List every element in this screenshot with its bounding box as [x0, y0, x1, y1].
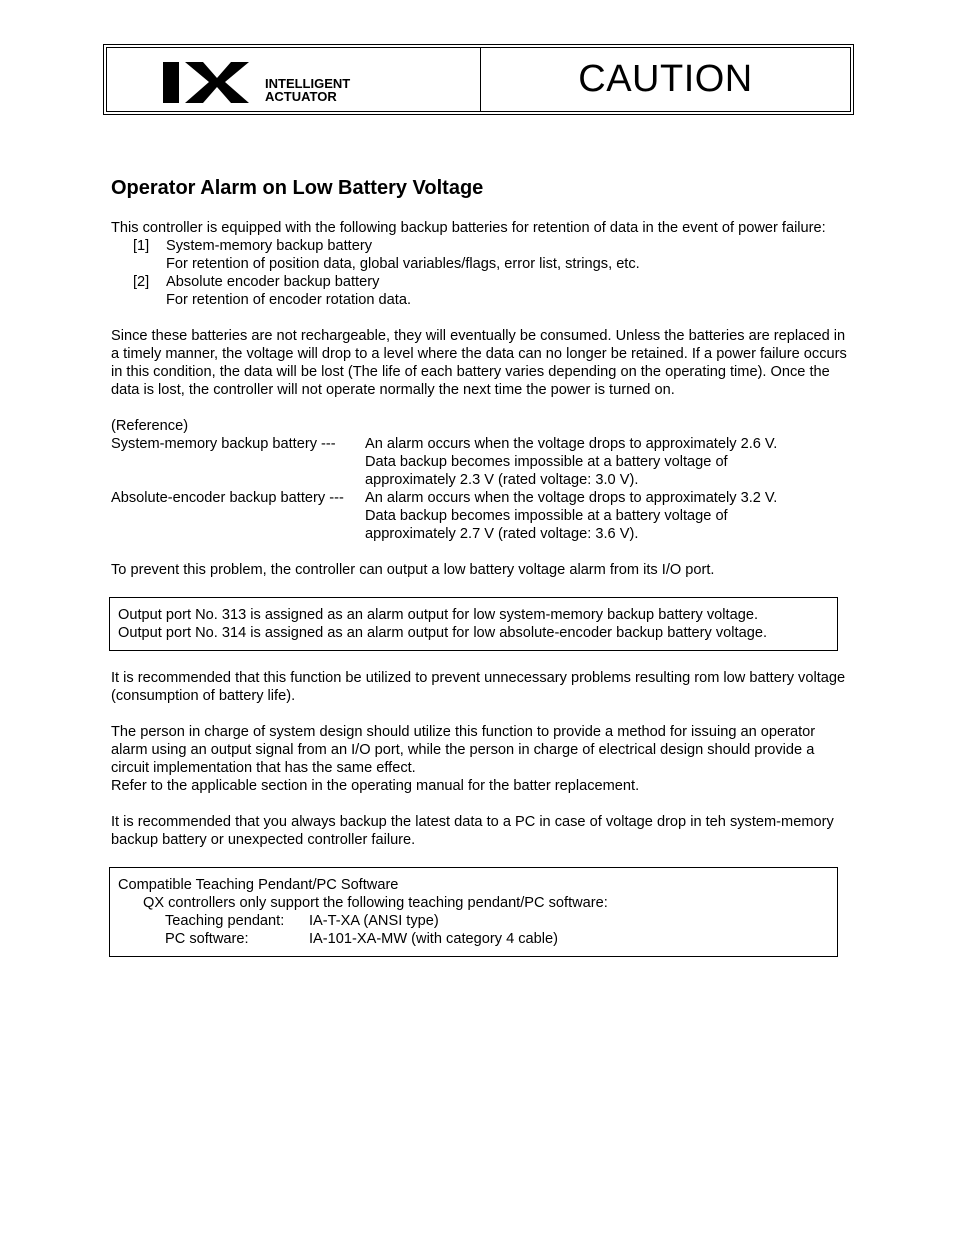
- page-header: [103, 44, 854, 115]
- reference-line: Data backup becomes impossible at a battery voltage of: [365, 454, 728, 470]
- compatible-value: IA-101-XA-MW (with category 4 cable): [309, 931, 558, 947]
- compatible-row: [118, 912, 829, 930]
- battery-item-name: System-memory backup battery: [166, 238, 373, 254]
- intro-paragraph: This controller is equipped with the following backup batteries for retention of data in the event of power failure:: [111, 220, 826, 236]
- logo-text-line2: ACTUATOR: [265, 89, 337, 104]
- output-port-line: Output port No. 313 is assigned as an alarm output for low system-memory backup battery voltage.: [118, 607, 759, 623]
- consumption-paragraph: Since these batteries are not rechargeable, they will eventually be consumed. Unless the batteries are replaced in a timely manner, the voltage will drop to a level where the data can no longer be retained. If a power failure occurs in this condition, the data will be lost (The life of each battery varies depending on the operating time). Once the data is lost, the controller will not operate normally the next time the power is turned on.: [111, 328, 847, 398]
- compatible-heading: Compatible Teaching Pendant/PC Software: [118, 877, 399, 893]
- reference-line: An alarm occurs when the voltage drops to approximately 3.2 V.: [365, 490, 778, 506]
- battery-item-desc: For retention of encoder rotation data.: [166, 292, 412, 308]
- prevent-paragraph: To prevent this problem, the controller can output a low battery voltage alarm from its I/O port.: [111, 562, 715, 578]
- reference-label: Absolute-encoder backup battery ---: [111, 490, 344, 506]
- compatible-row: [118, 930, 829, 948]
- section-title: Operator Alarm on Low Battery Voltage: [111, 177, 484, 199]
- logo-text-line1: INTELLIGENT: [265, 76, 351, 91]
- battery-item: [111, 237, 851, 255]
- document-body: [111, 175, 851, 957]
- output-port-box: [109, 597, 838, 651]
- caution-label: CAUTION: [578, 58, 753, 100]
- compatible-key: PC software:: [165, 931, 249, 947]
- reference-row: [111, 435, 851, 489]
- battery-item-desc: For retention of position data, global variables/flags, error list, strings, etc.: [166, 256, 640, 272]
- compatible-key: Teaching pendant:: [165, 913, 285, 929]
- refer-paragraph: Refer to the applicable section in the operating manual for the batter replacement.: [111, 778, 640, 794]
- compatible-value: IA-T-XA (ANSI type): [309, 913, 439, 929]
- reference-heading: (Reference): [111, 418, 189, 434]
- output-port-line: Output port No. 314 is assigned as an alarm output for low absolute-encoder backup battery voltage.: [118, 625, 767, 641]
- recommend-paragraph: It is recommended that this function be utilized to prevent unnecessary problems resulting rom low battery voltage (consumption of battery life).: [111, 670, 846, 704]
- reference-label: System-memory backup battery ---: [111, 436, 336, 452]
- reference-line: An alarm occurs when the voltage drops to approximately 2.6 V.: [365, 436, 778, 452]
- reference-line: approximately 2.7 V (rated voltage: 3.6 V).: [365, 526, 639, 542]
- battery-item-number: [1]: [133, 238, 150, 254]
- battery-item-name: Absolute encoder backup battery: [166, 274, 380, 290]
- intelligent-actuator-logo: [161, 60, 421, 106]
- compatible-note: QX controllers only support the following teaching pendant/PC software:: [143, 895, 608, 911]
- reference-line: approximately 2.3 V (rated voltage: 3.0 V).: [365, 472, 639, 488]
- battery-item: [111, 273, 851, 291]
- compatible-software-box: [109, 867, 838, 957]
- backup-paragraph: It is recommended that you always backup the latest data to a PC in case of voltage drop in teh system-memory backup battery or unexpected controller failure.: [111, 814, 834, 848]
- battery-item-number: [2]: [133, 274, 150, 290]
- reference-line: Data backup becomes impossible at a battery voltage of: [365, 508, 728, 524]
- responsibility-paragraph: The person in charge of system design should utilize this function to provide a method for issuing an operator alarm using an output signal from an I/O port, while the person in charge of electrical design should provide a circuit implementation that has the same effect.: [111, 724, 816, 776]
- header-frame: [106, 47, 851, 112]
- reference-row: [111, 489, 851, 543]
